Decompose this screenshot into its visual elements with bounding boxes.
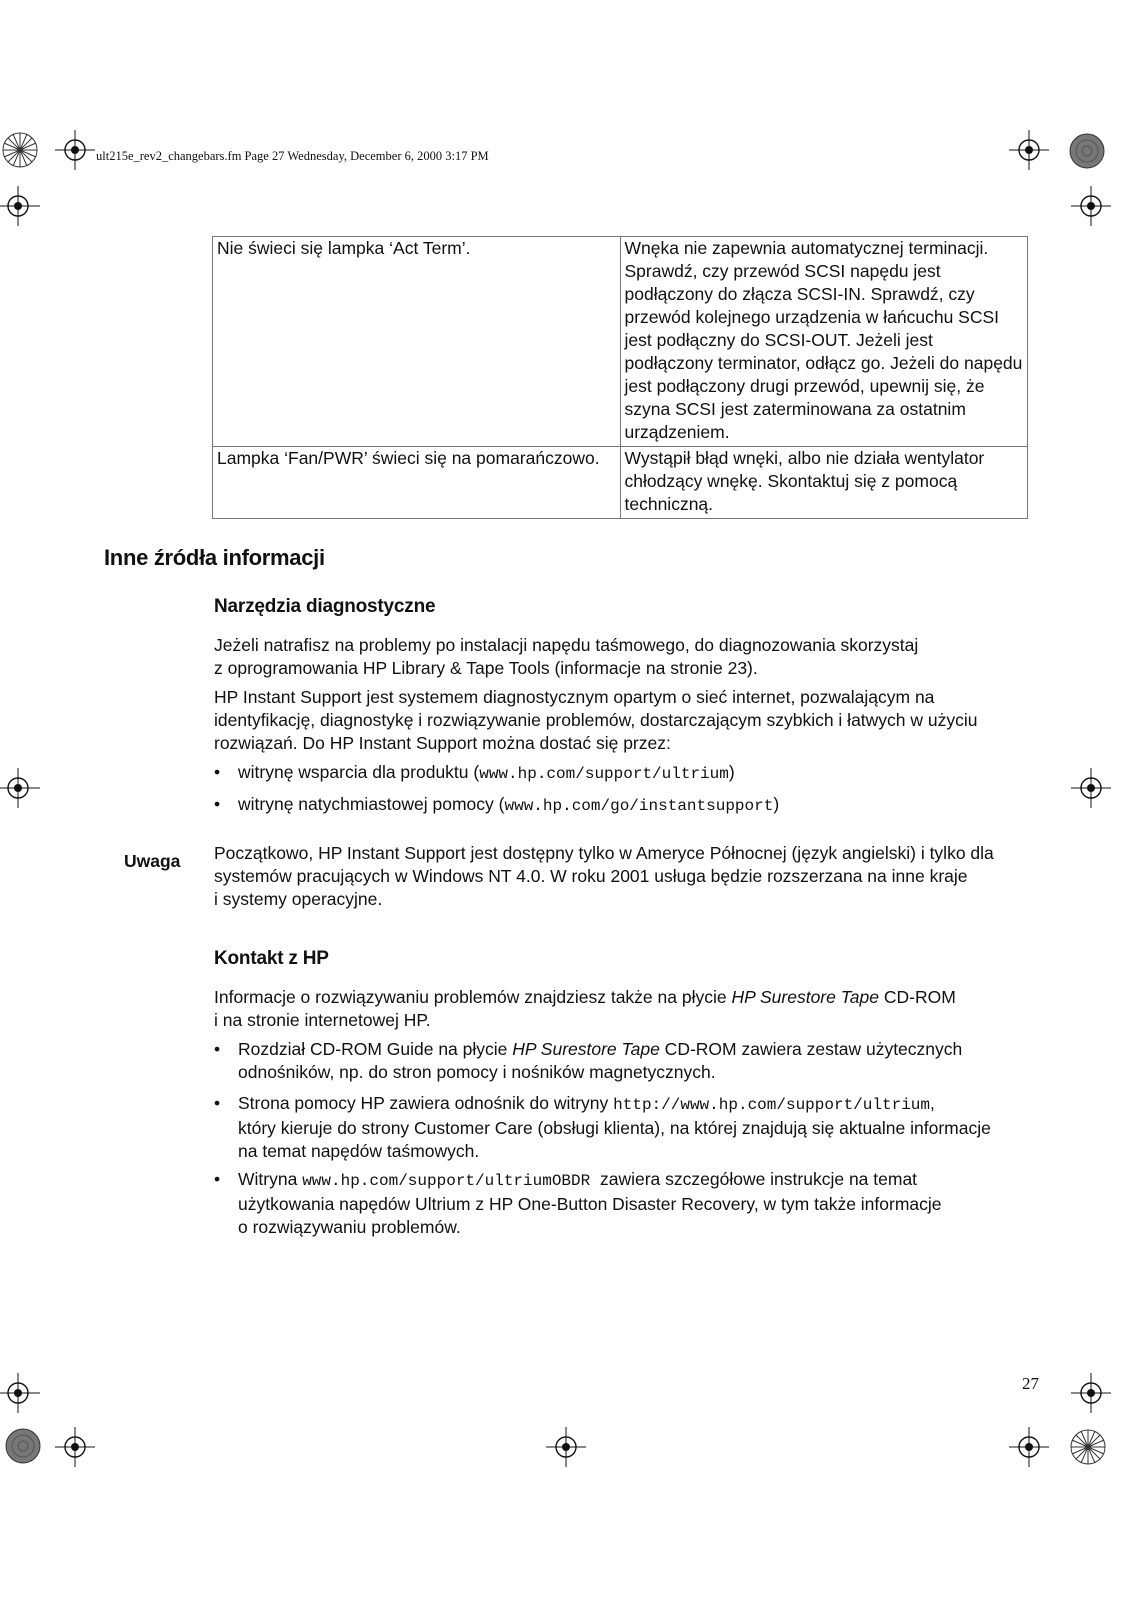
crop-mark-crosshair-icon (0, 186, 40, 226)
text: Informacje o rozwiązywaniu problemów znajdziesz także na płycie (214, 987, 732, 1007)
text: Witryna (238, 1169, 303, 1189)
crop-mark-crosshair-icon (0, 1373, 40, 1413)
crop-mark-crosshair-icon (1071, 1373, 1111, 1413)
bullet-icon: • (214, 1039, 221, 1059)
crop-mark-crosshair-icon (546, 1427, 586, 1467)
list-item (214, 793, 1034, 818)
paragraph (214, 634, 1034, 680)
text-line: użytkowania napędów Ultrium z HP One-Button Disaster Recovery, w tym także informacje (238, 1194, 942, 1214)
text-line: systemów pracujących w Windows NT 4.0. W roku 2001 usługa będzie rozszerzana na inne kraje (214, 866, 968, 886)
bullet-icon: • (214, 762, 221, 782)
text: zawiera szczegółowe instrukcje na temat (590, 1169, 918, 1189)
file-header: ult215e_rev2_changebars.fm Page 27 Wednesday, December 6, 2000 3:17 PM (96, 149, 489, 163)
page-number: 27 (1022, 1374, 1039, 1393)
text: CD-ROM zawiera zestaw użytecznych (659, 1039, 963, 1059)
link-url[interactable]: www.hp.com/support/ultriumOBDR (302, 1172, 591, 1190)
bullet-icon: • (214, 1169, 221, 1189)
text-line: Jeżeli natrafisz na problemy po instalacji napędu taśmowego, do diagnozowania skorzystaj (214, 635, 919, 655)
list-item (214, 1092, 1034, 1163)
subsection-title: Narzędzia diagnostyczne (214, 596, 436, 617)
text: Rozdział CD-ROM Guide na płycie (238, 1039, 513, 1059)
crop-mark-crosshair-icon (1071, 186, 1111, 226)
text: , (930, 1093, 935, 1113)
crop-mark-crosshair-icon (55, 130, 95, 170)
paragraph (214, 986, 1034, 1032)
solution-cell: Wystąpił błąd wnęki, albo nie działa wentylator chłodzący wnękę. Skontaktuj się z pomocą techniczną. (620, 447, 1028, 519)
crop-mark-starburst-icon (1068, 1427, 1108, 1467)
product-name: HP Surestore Tape (512, 1039, 660, 1059)
bullet-icon: • (214, 1093, 221, 1113)
text-line: Początkowo, HP Instant Support jest dostępny tylko w Ameryce Północnej (język angielski) i tylko dla (214, 843, 994, 863)
text-line: o rozwiązywaniu problemów. (238, 1217, 461, 1237)
crop-mark-gray-disc-icon (1068, 132, 1106, 170)
list-item (214, 1038, 1034, 1084)
product-name: HP Surestore Tape (731, 987, 880, 1007)
text-line: odnośników, np. do stron pomocy i nośników magnetycznych. (238, 1062, 716, 1082)
note-label: Uwaga (124, 851, 181, 871)
bullet-icon: • (214, 794, 221, 814)
text: witrynę wsparcia dla produktu ( (238, 762, 480, 782)
symptom-cell: Nie świeci się lampka ‘Act Term’. (213, 237, 621, 447)
crop-mark-crosshair-icon (1009, 130, 1049, 170)
text: witrynę natychmiastowej pomocy ( (238, 794, 505, 814)
note-text (214, 842, 1034, 911)
list-item (214, 761, 1034, 786)
link-url[interactable]: www.hp.com/go/instantsupport (504, 797, 774, 815)
subsection-title: Kontakt z HP (214, 948, 329, 969)
table-row (213, 447, 1028, 519)
list-item (214, 1168, 1034, 1239)
crop-mark-gray-disc-icon (4, 1427, 42, 1465)
crop-mark-crosshair-icon (1009, 1427, 1049, 1467)
text: ) (773, 794, 780, 814)
text-line: i na stronie internetowej HP. (214, 1010, 431, 1030)
table-row (213, 237, 1028, 447)
text: CD-ROM (879, 987, 956, 1007)
paragraph: HP Instant Support jest systemem diagnostycznym opartym o sieć internet, pozwalającym na identyfikację, diagnostykę i rozwiązywanie problemów, dostarczającym szybkich i łatwych w użyciu rozwiązań. Do HP Instant Support można dostać się przez: (214, 687, 978, 753)
text: Strona pomocy HP zawiera odnośnik do witryny (238, 1093, 614, 1113)
text-line: z oprogramowania HP Library & Tape Tools (informacje na stronie 23). (214, 658, 758, 678)
link-url[interactable]: www.hp.com/support/ultrium (479, 765, 729, 783)
troubleshooting-table (212, 236, 1028, 519)
symptom-cell: Lampka ‘Fan/PWR’ świeci się na pomarańczowo. (213, 447, 621, 519)
text-line: i systemy operacyjne. (214, 889, 383, 909)
crop-mark-starburst-icon (0, 130, 40, 170)
section-title: Inne źródła informacji (104, 545, 325, 570)
text-line: który kieruje do strony Customer Care (obsługi klienta), na której znajdują się aktualne informacje (238, 1118, 991, 1138)
text: ) (728, 762, 735, 782)
crop-mark-crosshair-icon (1071, 768, 1111, 808)
solution-cell: Wnęka nie zapewnia automatycznej terminacji. Sprawdź, czy przewód SCSI napędu jest podłączony do złącza SCSI-IN. Sprawdź, czy przewód kolejnego urządzenia w łańcuchu SCSI jest podłączny do SCSI-OUT. Jeżeli jest podłączony terminator, odłącz go. Jeżeli do napędu jest podłączony drugi przewód, upewnij się, że szyna SCSI jest zaterminowana za ostatnim urządzeniem. (620, 237, 1028, 447)
crop-mark-crosshair-icon (55, 1427, 95, 1467)
crop-mark-crosshair-icon (0, 768, 40, 808)
text-line: na temat napędów taśmowych. (238, 1141, 480, 1161)
link-url[interactable]: http://www.hp.com/support/ultrium (613, 1096, 930, 1114)
